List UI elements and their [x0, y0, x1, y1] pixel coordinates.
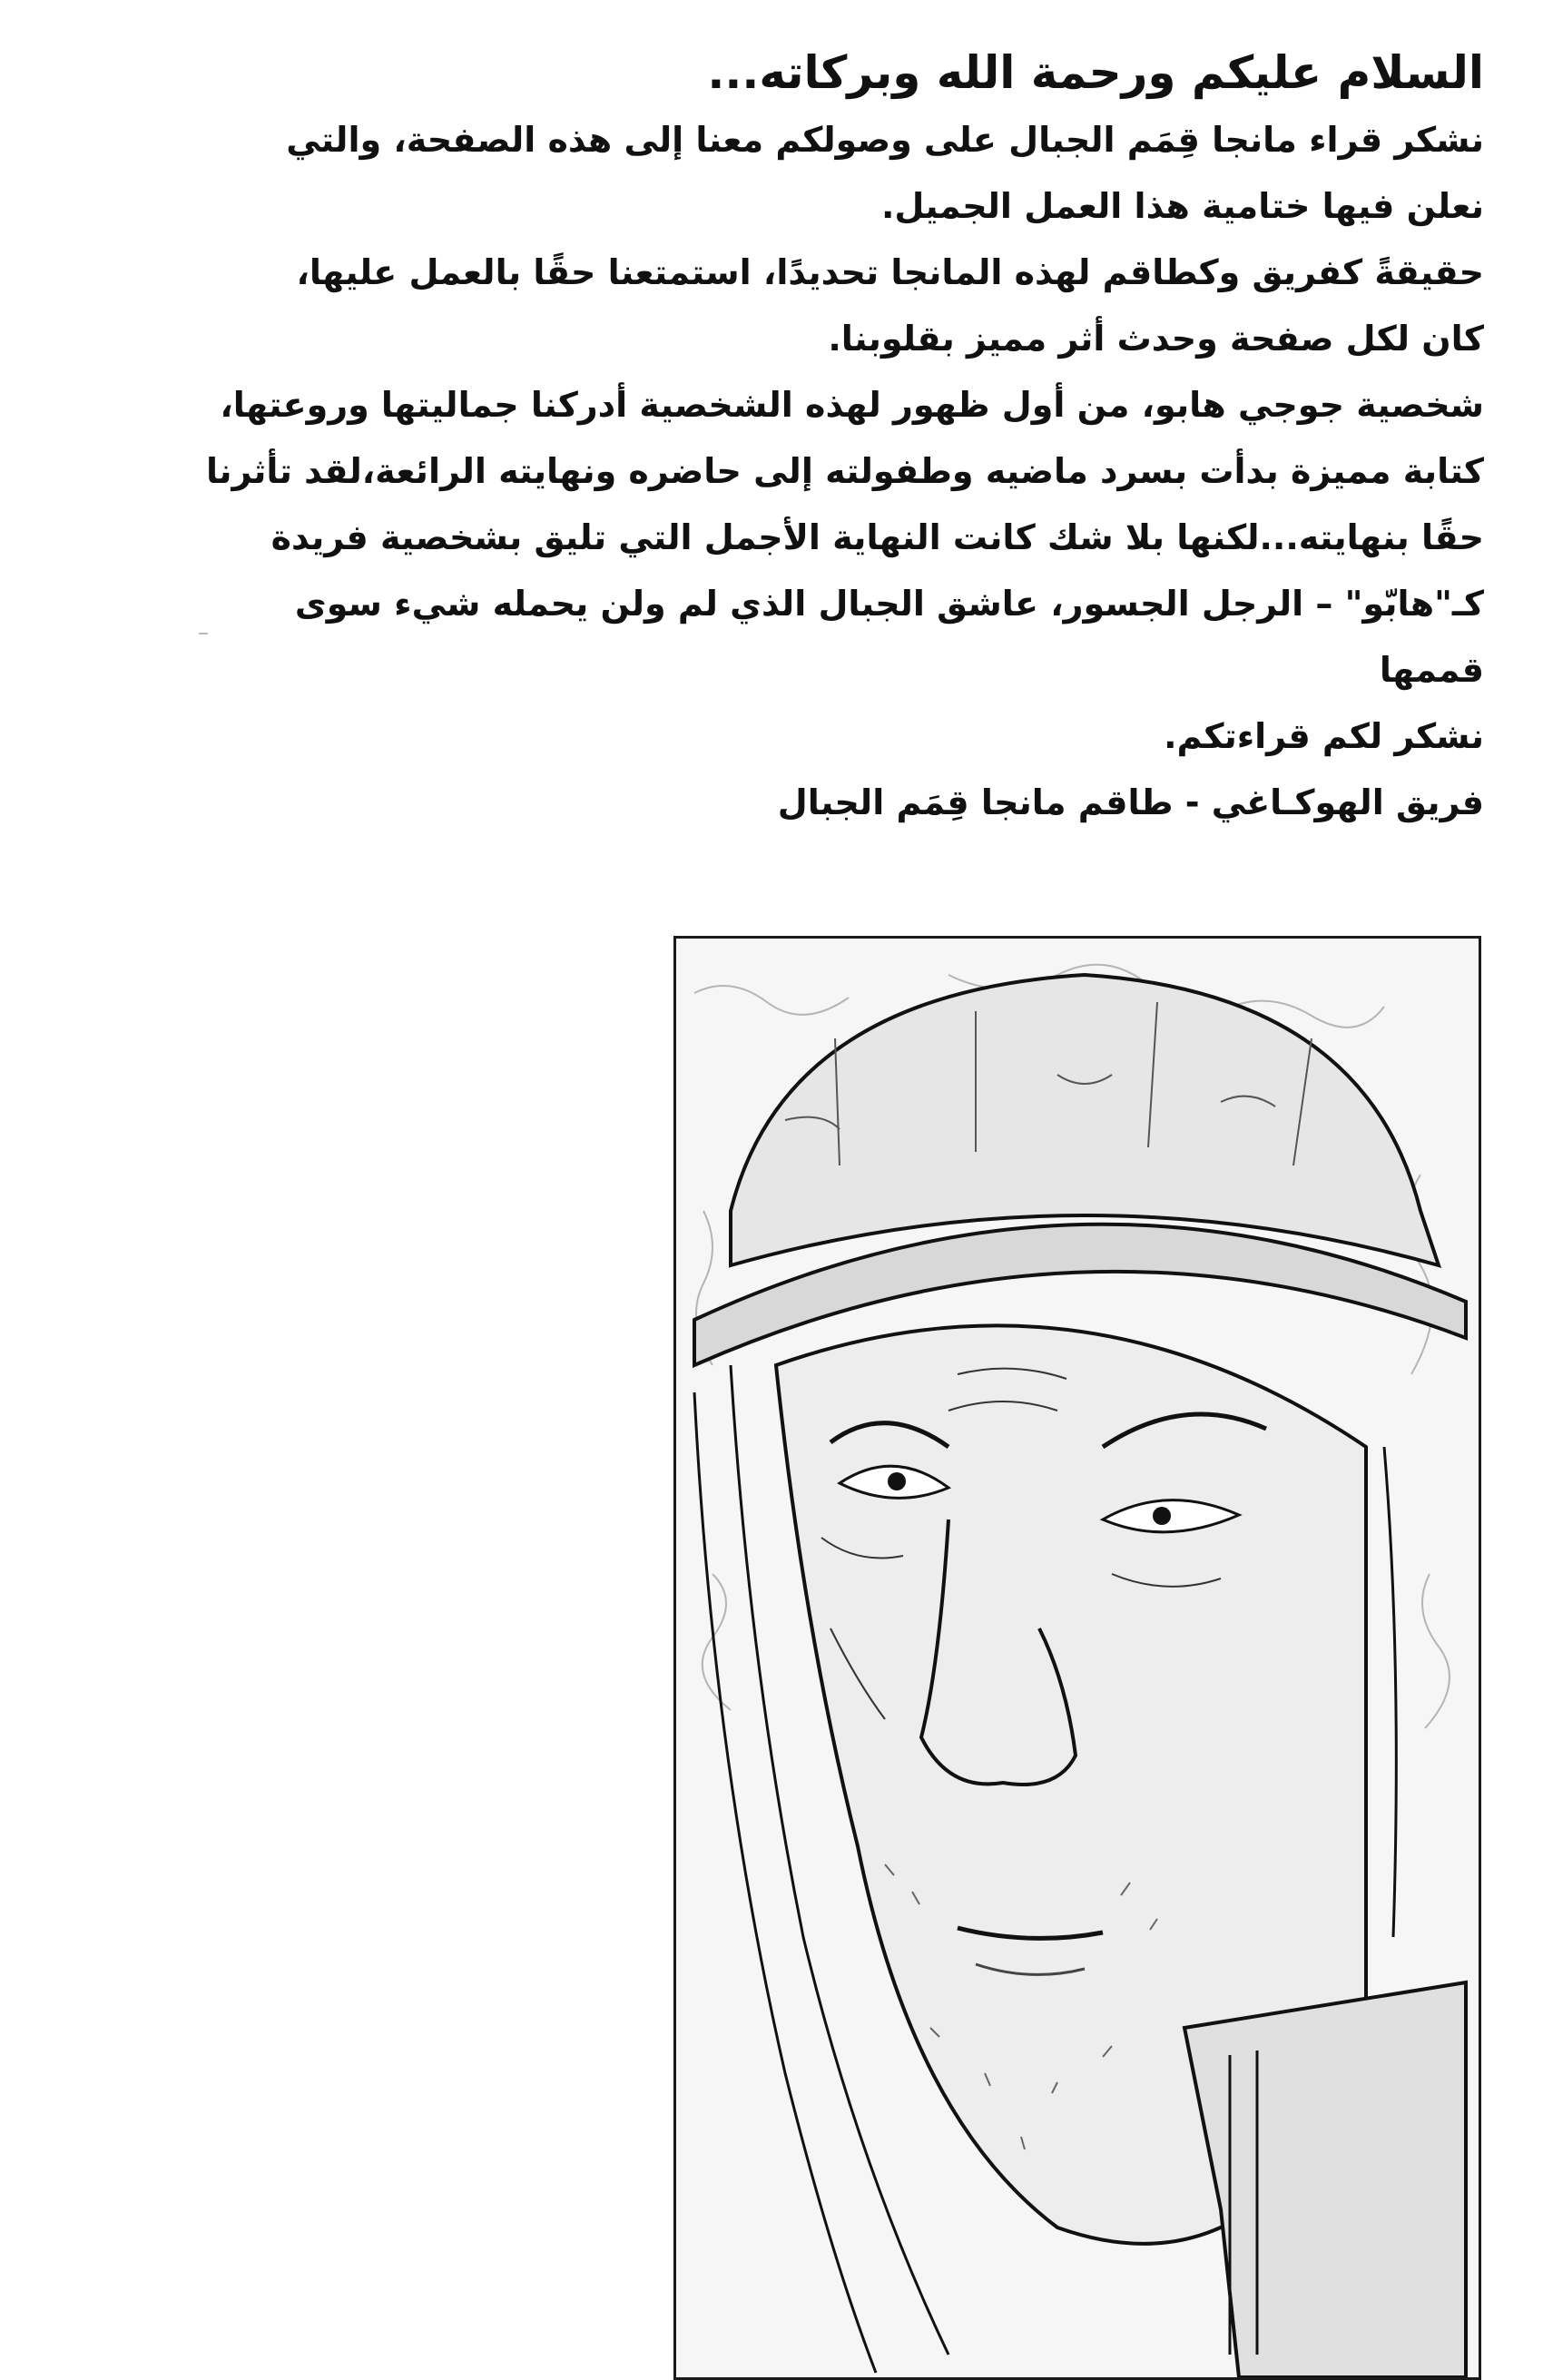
note-line: كان لكل صفحة وحدث أثر مميز بقلوبنا. — [828, 319, 1484, 359]
manga-panel-illustration — [673, 936, 1481, 2380]
scan-mark — [199, 633, 208, 634]
closing-note — [177, 45, 1484, 836]
note-line: قممها — [1379, 650, 1484, 690]
note-line: شخصية جوجي هابو، من أول ظهور لهذه الشخصية أدركنا جماليتها وروعتها، — [220, 385, 1484, 425]
note-line: حقيقةً كفريق وكطاقم لهذه المانجا تحديدًا، استمتعنا حقًا بالعمل عليها، — [296, 252, 1484, 292]
portrait-drawing — [676, 939, 1479, 2377]
note-line: نعلن فيها ختامية هذا العمل الجميل. — [880, 186, 1484, 226]
note-line: نشكر لكم قراءتكم. — [1164, 716, 1484, 756]
note-line: حقًا بنهايته...لكنها بلا شك كانت النهاية الأجمل التي تليق بشخصية فريدة — [270, 517, 1484, 557]
note-line: نشكر قراء مانجا قِمَم الجبال على وصولكم معنا إلى هذه الصفحة، والتي — [286, 120, 1484, 160]
team-signature: فريق الهوكـاغي - طاقم مانجا قِمَم الجبال — [777, 782, 1484, 822]
greeting-heading: السلام عليكم ورحمة الله وبركاته... — [707, 46, 1484, 99]
note-line: كتابة مميزة بدأت بسرد ماضيه وطفولته إلى حاضره ونهايته الرائعة،لقد تأثرنا — [205, 451, 1484, 491]
note-line: كـ"هابّو" – الرجل الجسور، عاشق الجبال الذي لم ولن يحمله شيء سوى — [294, 584, 1484, 624]
